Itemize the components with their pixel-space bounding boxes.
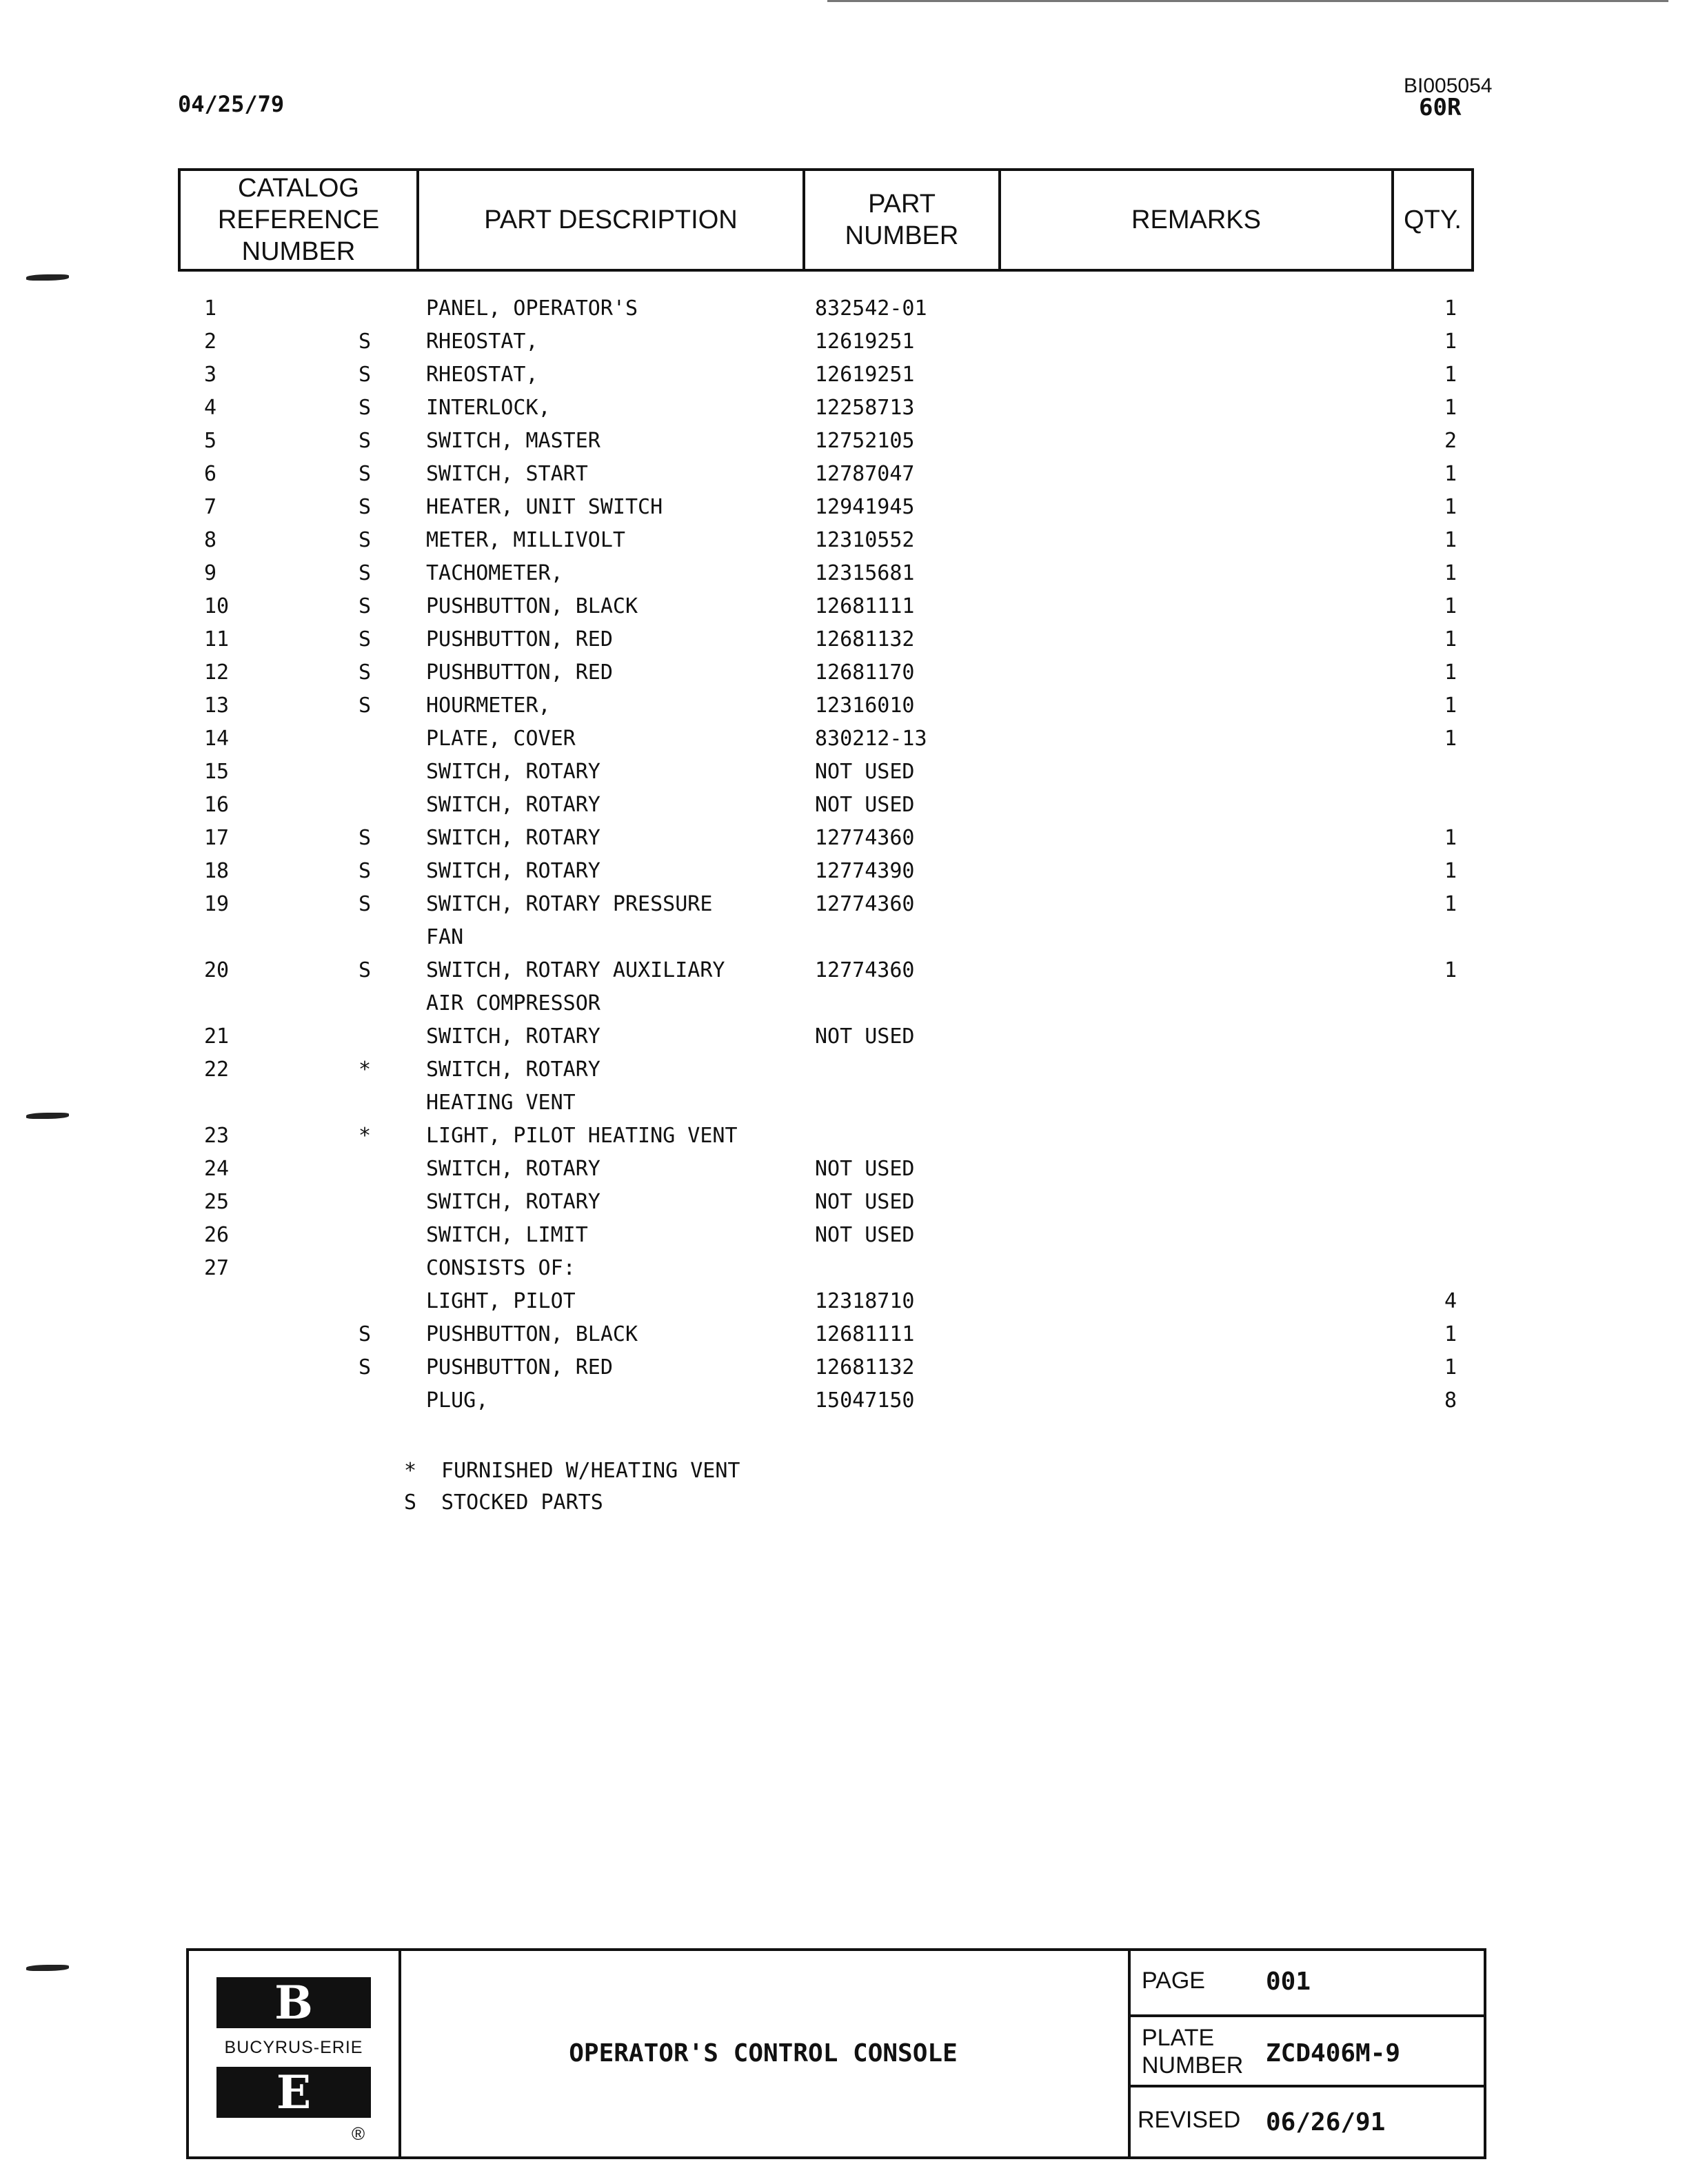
ref-number: 24 [204, 1157, 230, 1181]
part-description: TACHOMETER, [426, 561, 563, 585]
table-row [0, 429, 1696, 462]
part-number: 12310552 [815, 528, 915, 552]
quantity: 8 [1444, 1388, 1457, 1413]
part-description: PUSHBUTTON, RED [426, 627, 613, 651]
table-row [0, 1289, 1696, 1322]
ref-number: 27 [204, 1256, 230, 1280]
ref-number: 8 [204, 528, 217, 552]
stock-flag: S [359, 330, 372, 354]
company-logo-b: B [216, 1977, 371, 2028]
ref-number: 9 [204, 561, 217, 585]
table-row [0, 1058, 1696, 1091]
ref-number: 13 [204, 694, 230, 718]
document-id: BI005054 [1404, 74, 1493, 97]
table-row [0, 1024, 1696, 1058]
table-row [0, 495, 1696, 528]
part-number: 12315681 [815, 561, 915, 585]
table-row [0, 330, 1696, 363]
legend-text: STOCKED PARTS [441, 1490, 603, 1515]
title-block [186, 1948, 1486, 2159]
part-number: NOT USED [815, 760, 915, 784]
table-row [0, 528, 1696, 561]
part-number: 832542-01 [815, 296, 927, 321]
title-block-divider [1128, 1951, 1131, 2156]
stock-flag: S [359, 363, 372, 387]
stock-flag: S [359, 660, 372, 685]
part-description: SWITCH, ROTARY [426, 1157, 600, 1181]
page-number: 001 [1266, 1968, 1311, 1996]
part-description: METER, MILLIVOLT [426, 528, 625, 552]
part-description: SWITCH, MASTER [426, 429, 600, 453]
quantity: 1 [1444, 462, 1457, 486]
table-row [0, 561, 1696, 594]
part-number: 12774360 [815, 826, 915, 850]
part-number: 12619251 [815, 330, 915, 354]
stock-flag: S [359, 1355, 372, 1379]
ref-number: 10 [204, 594, 230, 618]
quantity: 1 [1444, 627, 1457, 651]
table-row [0, 1124, 1696, 1157]
plate-label [1142, 2024, 1243, 2079]
ref-number: 20 [204, 958, 230, 982]
part-description: SWITCH, START [426, 462, 588, 486]
table-row [0, 660, 1696, 694]
part-number: NOT USED [815, 1190, 915, 1214]
part-number: 12752105 [815, 429, 915, 453]
part-description: SWITCH, ROTARY PRESSURE [426, 892, 713, 916]
ref-number: 3 [204, 363, 217, 387]
table-row [0, 462, 1696, 495]
table-row [0, 296, 1696, 330]
part-description: SWITCH, ROTARY [426, 1024, 600, 1049]
quantity: 1 [1444, 826, 1457, 850]
part-description: PUSHBUTTON, BLACK [426, 594, 638, 618]
stock-flag: S [359, 594, 372, 618]
part-description: PANEL, OPERATOR'S [426, 296, 638, 321]
part-number: 12774390 [815, 859, 915, 883]
ref-number: 11 [204, 627, 230, 651]
header-remarks: REMARKS [998, 171, 1391, 269]
part-description: HEATING VENT [426, 1091, 576, 1115]
quantity: 1 [1444, 363, 1457, 387]
stock-flag: S [359, 859, 372, 883]
quantity: 1 [1444, 330, 1457, 354]
part-number: 12681111 [815, 594, 915, 618]
quantity: 1 [1444, 495, 1457, 519]
stock-flag: * [359, 1124, 372, 1148]
quantity: 1 [1444, 892, 1457, 916]
ref-number: 7 [204, 495, 217, 519]
stock-flag: S [359, 429, 372, 453]
ref-number: 19 [204, 892, 230, 916]
page-label: PAGE [1142, 1968, 1205, 1994]
part-number: 12258713 [815, 396, 915, 420]
ref-number: 12 [204, 660, 230, 685]
ref-number: 18 [204, 859, 230, 883]
ref-number: 26 [204, 1223, 230, 1247]
part-description: RHEOSTAT, [426, 363, 538, 387]
part-description: HOURMETER, [426, 694, 551, 718]
title-block-divider [1128, 2085, 1486, 2087]
table-row [0, 1388, 1696, 1422]
part-description: LIGHT, PILOT [426, 1289, 576, 1313]
part-number: NOT USED [815, 793, 915, 817]
part-number: 12787047 [815, 462, 915, 486]
table-row [0, 892, 1696, 925]
stock-flag: S [359, 495, 372, 519]
part-description: SWITCH, ROTARY [426, 760, 600, 784]
stock-flag: S [359, 958, 372, 982]
part-description: LIGHT, PILOT HEATING VENT [426, 1124, 738, 1148]
table-row [0, 1091, 1696, 1124]
column-header-row [178, 168, 1474, 272]
legend-symbol: S [404, 1490, 417, 1515]
part-description: HEATER, UNIT SWITCH [426, 495, 663, 519]
punch-hole-mark [26, 1965, 69, 1971]
drawing-title: OPERATOR'S CONTROL CONSOLE [569, 2039, 958, 2067]
table-row [0, 760, 1696, 793]
company-logo-e: E [216, 2067, 371, 2118]
revised-label: REVISED [1138, 2107, 1241, 2133]
header-qty: QTY. [1391, 171, 1471, 269]
title-block-divider [1128, 2014, 1486, 2017]
part-description: SWITCH, ROTARY [426, 859, 600, 883]
table-row [0, 627, 1696, 660]
stock-flag: S [359, 462, 372, 486]
ref-number: 25 [204, 1190, 230, 1214]
part-description: CONSISTS OF: [426, 1256, 576, 1280]
table-row [0, 1190, 1696, 1223]
quantity: 1 [1444, 727, 1457, 751]
part-description: INTERLOCK, [426, 396, 551, 420]
document-date: 04/25/79 [178, 91, 285, 117]
quantity: 1 [1444, 296, 1457, 321]
quantity: 4 [1444, 1289, 1457, 1313]
part-number: NOT USED [815, 1024, 915, 1049]
part-number: 12681132 [815, 1355, 915, 1379]
table-row [0, 925, 1696, 958]
table-row [0, 1256, 1696, 1289]
part-number: 12774360 [815, 892, 915, 916]
quantity: 1 [1444, 1322, 1457, 1346]
ref-number: 4 [204, 396, 217, 420]
part-description: SWITCH, ROTARY AUXILIARY [426, 958, 725, 982]
ref-number: 1 [204, 296, 217, 321]
quantity: 1 [1444, 1355, 1457, 1379]
table-row [0, 396, 1696, 429]
quantity: 1 [1444, 396, 1457, 420]
part-description: FAN [426, 925, 464, 949]
part-description: SWITCH, LIMIT [426, 1223, 588, 1247]
ref-number: 17 [204, 826, 230, 850]
part-description: SWITCH, ROTARY [426, 1058, 600, 1082]
part-description: SWITCH, ROTARY [426, 826, 600, 850]
part-description: PUSHBUTTON, BLACK [426, 1322, 638, 1346]
part-number: 12941945 [815, 495, 915, 519]
table-row [0, 363, 1696, 396]
plate-label-line-2: NUMBER [1142, 2052, 1244, 2079]
ref-number: 23 [204, 1124, 230, 1148]
ref-number: 21 [204, 1024, 230, 1049]
part-number: 12318710 [815, 1289, 915, 1313]
part-number: NOT USED [815, 1223, 915, 1247]
part-description: RHEOSTAT, [426, 330, 538, 354]
company-name: BUCYRUS-ERIE [224, 2038, 363, 2057]
stock-flag: S [359, 528, 372, 552]
quantity: 1 [1444, 660, 1457, 685]
part-description: PLATE, COVER [426, 727, 576, 751]
table-row [0, 859, 1696, 892]
part-description: SWITCH, ROTARY [426, 1190, 600, 1214]
part-description: SWITCH, ROTARY [426, 793, 600, 817]
ref-number: 6 [204, 462, 217, 486]
stock-flag: S [359, 694, 372, 718]
header-catalog-ref: CATALOG REFERENCE NUMBER [217, 174, 380, 266]
table-row [0, 1223, 1696, 1256]
document-sub-id: 60R [1419, 94, 1462, 121]
table-row [0, 958, 1696, 991]
table-row [0, 826, 1696, 859]
ref-number: 15 [204, 760, 230, 784]
legend-text: FURNISHED W/HEATING VENT [441, 1459, 740, 1483]
table-row [0, 991, 1696, 1024]
table-row [0, 793, 1696, 826]
part-description: PUSHBUTTON, RED [426, 660, 613, 685]
part-description: PUSHBUTTON, RED [426, 1355, 613, 1379]
quantity: 2 [1444, 429, 1457, 453]
ref-number: 5 [204, 429, 217, 453]
registered-mark: ® [352, 2123, 365, 2144]
punch-hole-mark [26, 274, 69, 281]
header-part-description: PART DESCRIPTION [416, 171, 802, 269]
part-number: 12774360 [815, 958, 915, 982]
part-number: NOT USED [815, 1157, 915, 1181]
table-row [0, 594, 1696, 627]
stock-flag: S [359, 1322, 372, 1346]
part-number: 12316010 [815, 694, 915, 718]
stock-flag: S [359, 826, 372, 850]
scan-edge-line [827, 0, 1668, 2]
table-row [0, 1355, 1696, 1388]
part-description: PLUG, [426, 1388, 489, 1413]
table-row [0, 727, 1696, 760]
part-number: 12681111 [815, 1322, 915, 1346]
stock-flag: S [359, 892, 372, 916]
stock-flag: S [359, 396, 372, 420]
quantity: 1 [1444, 594, 1457, 618]
revised-date: 06/26/91 [1266, 2108, 1386, 2136]
ref-number: 16 [204, 793, 230, 817]
quantity: 1 [1444, 561, 1457, 585]
stock-flag: S [359, 561, 372, 585]
part-number: 12619251 [815, 363, 915, 387]
stock-flag: S [359, 627, 372, 651]
table-row [0, 1157, 1696, 1190]
part-number: 12681132 [815, 627, 915, 651]
table-row [0, 694, 1696, 727]
ref-number: 2 [204, 330, 217, 354]
quantity: 1 [1444, 528, 1457, 552]
part-description: AIR COMPRESSOR [426, 991, 600, 1015]
ref-number: 14 [204, 727, 230, 751]
part-number: 830212-13 [815, 727, 927, 751]
plate-label-line-1: PLATE [1142, 2025, 1215, 2051]
legend-symbol: * [404, 1459, 417, 1483]
quantity: 1 [1444, 958, 1457, 982]
plate-number: ZCD406M-9 [1266, 2039, 1401, 2067]
header-part-number: PART NUMBER [802, 171, 998, 269]
stock-flag: * [359, 1058, 372, 1082]
table-row [0, 1322, 1696, 1355]
part-number: 15047150 [815, 1388, 915, 1413]
quantity: 1 [1444, 859, 1457, 883]
quantity: 1 [1444, 694, 1457, 718]
ref-number: 22 [204, 1058, 230, 1082]
part-number: 12681170 [815, 660, 915, 685]
